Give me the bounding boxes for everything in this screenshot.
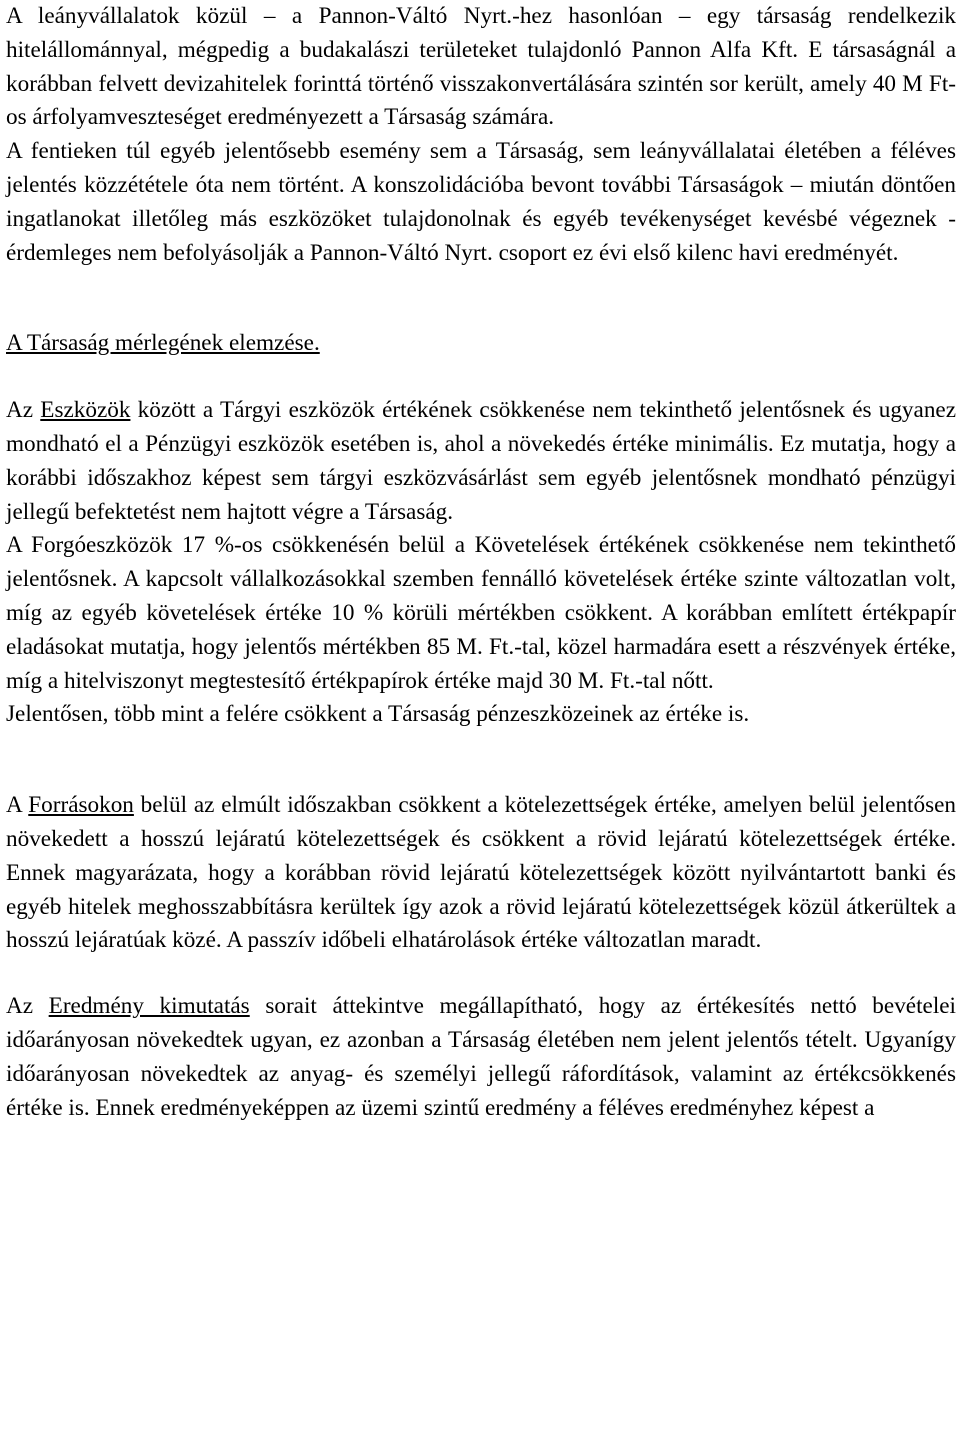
paragraph-cash: Jelentősen, több mint a felére csökkent a Társaság pénzeszközeinek az értéke is.: [6, 701, 750, 728]
income-underlined-term: Eredmény kimutatás: [48, 993, 250, 1020]
paragraph-liabilities: [6, 789, 956, 958]
liabilities-body-text: belül az elmúlt időszakban csökkent a kötelezettségek értéke, amelyen belül jelentősen növekedett a hosszú lejáratú kötelezettségek és csökkent a rövid lejáratú kötelezettségek értéke. Ennek magyarázata, hogy a korábban rövid lejáratú kötelezettségek között nyilvántartott banki és egyéb hitelek meghosszabbításra kerültek így azok a rövid lejáratú kötelezettségek közül átkerültek a hosszú lejáratúak közé. A passzív időbeli elhatárolások értéke változatlan maradt.: [6, 792, 957, 954]
spacer: [6, 270, 956, 327]
paragraph-other-events: A fentieken túl egyéb jelentősebb esemény sem a Társaság, sem leányvállalatai életében a féléves jelentés közzététele óta nem történt. A konszolidációba bevont további Társaságok – miután döntően ingatlanokat illetőleg más eszközöket tulajdonolnak és egyéb tevékenységet kevésbé végeznek - érdemleges nem befolyásolják a Pannon-Váltó Nyrt. csoport ez évi első kilenc havi eredményét.: [6, 138, 956, 266]
assets-underlined-term: Eszközök: [40, 397, 131, 424]
liabilities-intro-text: A: [6, 792, 29, 819]
section-heading-balance-sheet: A Társaság mérlegének elemzése.: [6, 330, 320, 357]
spacer: [6, 958, 956, 990]
paragraph-current-assets: A Forgóeszközök 17 %-os csökkenésén belül a Követelések értékének csökkenése nem tekinthető jelentősnek. A kapcsolt vállalkozásokkal szemben fennálló követelések értéke szinte változatlan volt, míg az egyéb követelések értéke 10 % körüli mértékben csökkent. A korábban említett értékpapír eladásokat mutatja, hogy jelentős mértékben 85 M. Ft.-tal, közel harmadára esett a részvények értéke, míg a hitelviszonyt megtestesítő értékpapírok értéke majd 30 M. Ft.-tal nőtt.: [6, 532, 956, 694]
paragraph-assets: [6, 394, 956, 529]
income-body-text: sorait áttekintve megállapítható, hogy az értékesítés nettó bevételei időarányosan növekedtek ugyan, ez azonban a Társaság életében nem jelent jelentős tételt. Ugyanígy időarányosan növekedtek az anyag- és személyi jellegű ráfordítások, valamint az értékcsökkenés értéke is. Ennek eredményeképpen az üzemi szintű eredmény a féléves eredményhez képest a: [6, 993, 956, 1121]
document-page: [6, 0, 956, 1125]
spacer: [6, 732, 956, 789]
assets-body-text: között a Tárgyi eszközök értékének csökkenése nem tekinthető jelentősnek és ugyanez mondható el a Pénzügyi eszközök esetében is, ahol a növekedés értéke minimális. Ez mutatja, hogy a korábbi időszakhoz képest sem tárgyi eszközvásárlást sem egyéb jelentősnek mondható pénzügyi jellegű befektetést nem hajtott végre a Társaság.: [6, 397, 956, 525]
assets-intro-text: Az: [6, 397, 41, 424]
liabilities-underlined-term: Forrásokon: [28, 792, 134, 819]
spacer: [6, 361, 956, 394]
paragraph-income-statement: [6, 990, 956, 1125]
paragraph-subsidiaries-loans: A leányvállalatok közül – a Pannon-Váltó Nyrt.-hez hasonlóan – egy társaság rendelkezik hitelállománnyal, mégpedig a budakalászi területeket tulajdonló Pannon Alfa Kft. E társaságnál a korábban felvett devizahitelek forinttá történő visszakonvertálására szintén sor került, amely 40 M Ft-os árfolyamveszteséget eredményezett a Társaság számára.: [6, 3, 956, 131]
income-intro-text: Az: [6, 993, 49, 1020]
